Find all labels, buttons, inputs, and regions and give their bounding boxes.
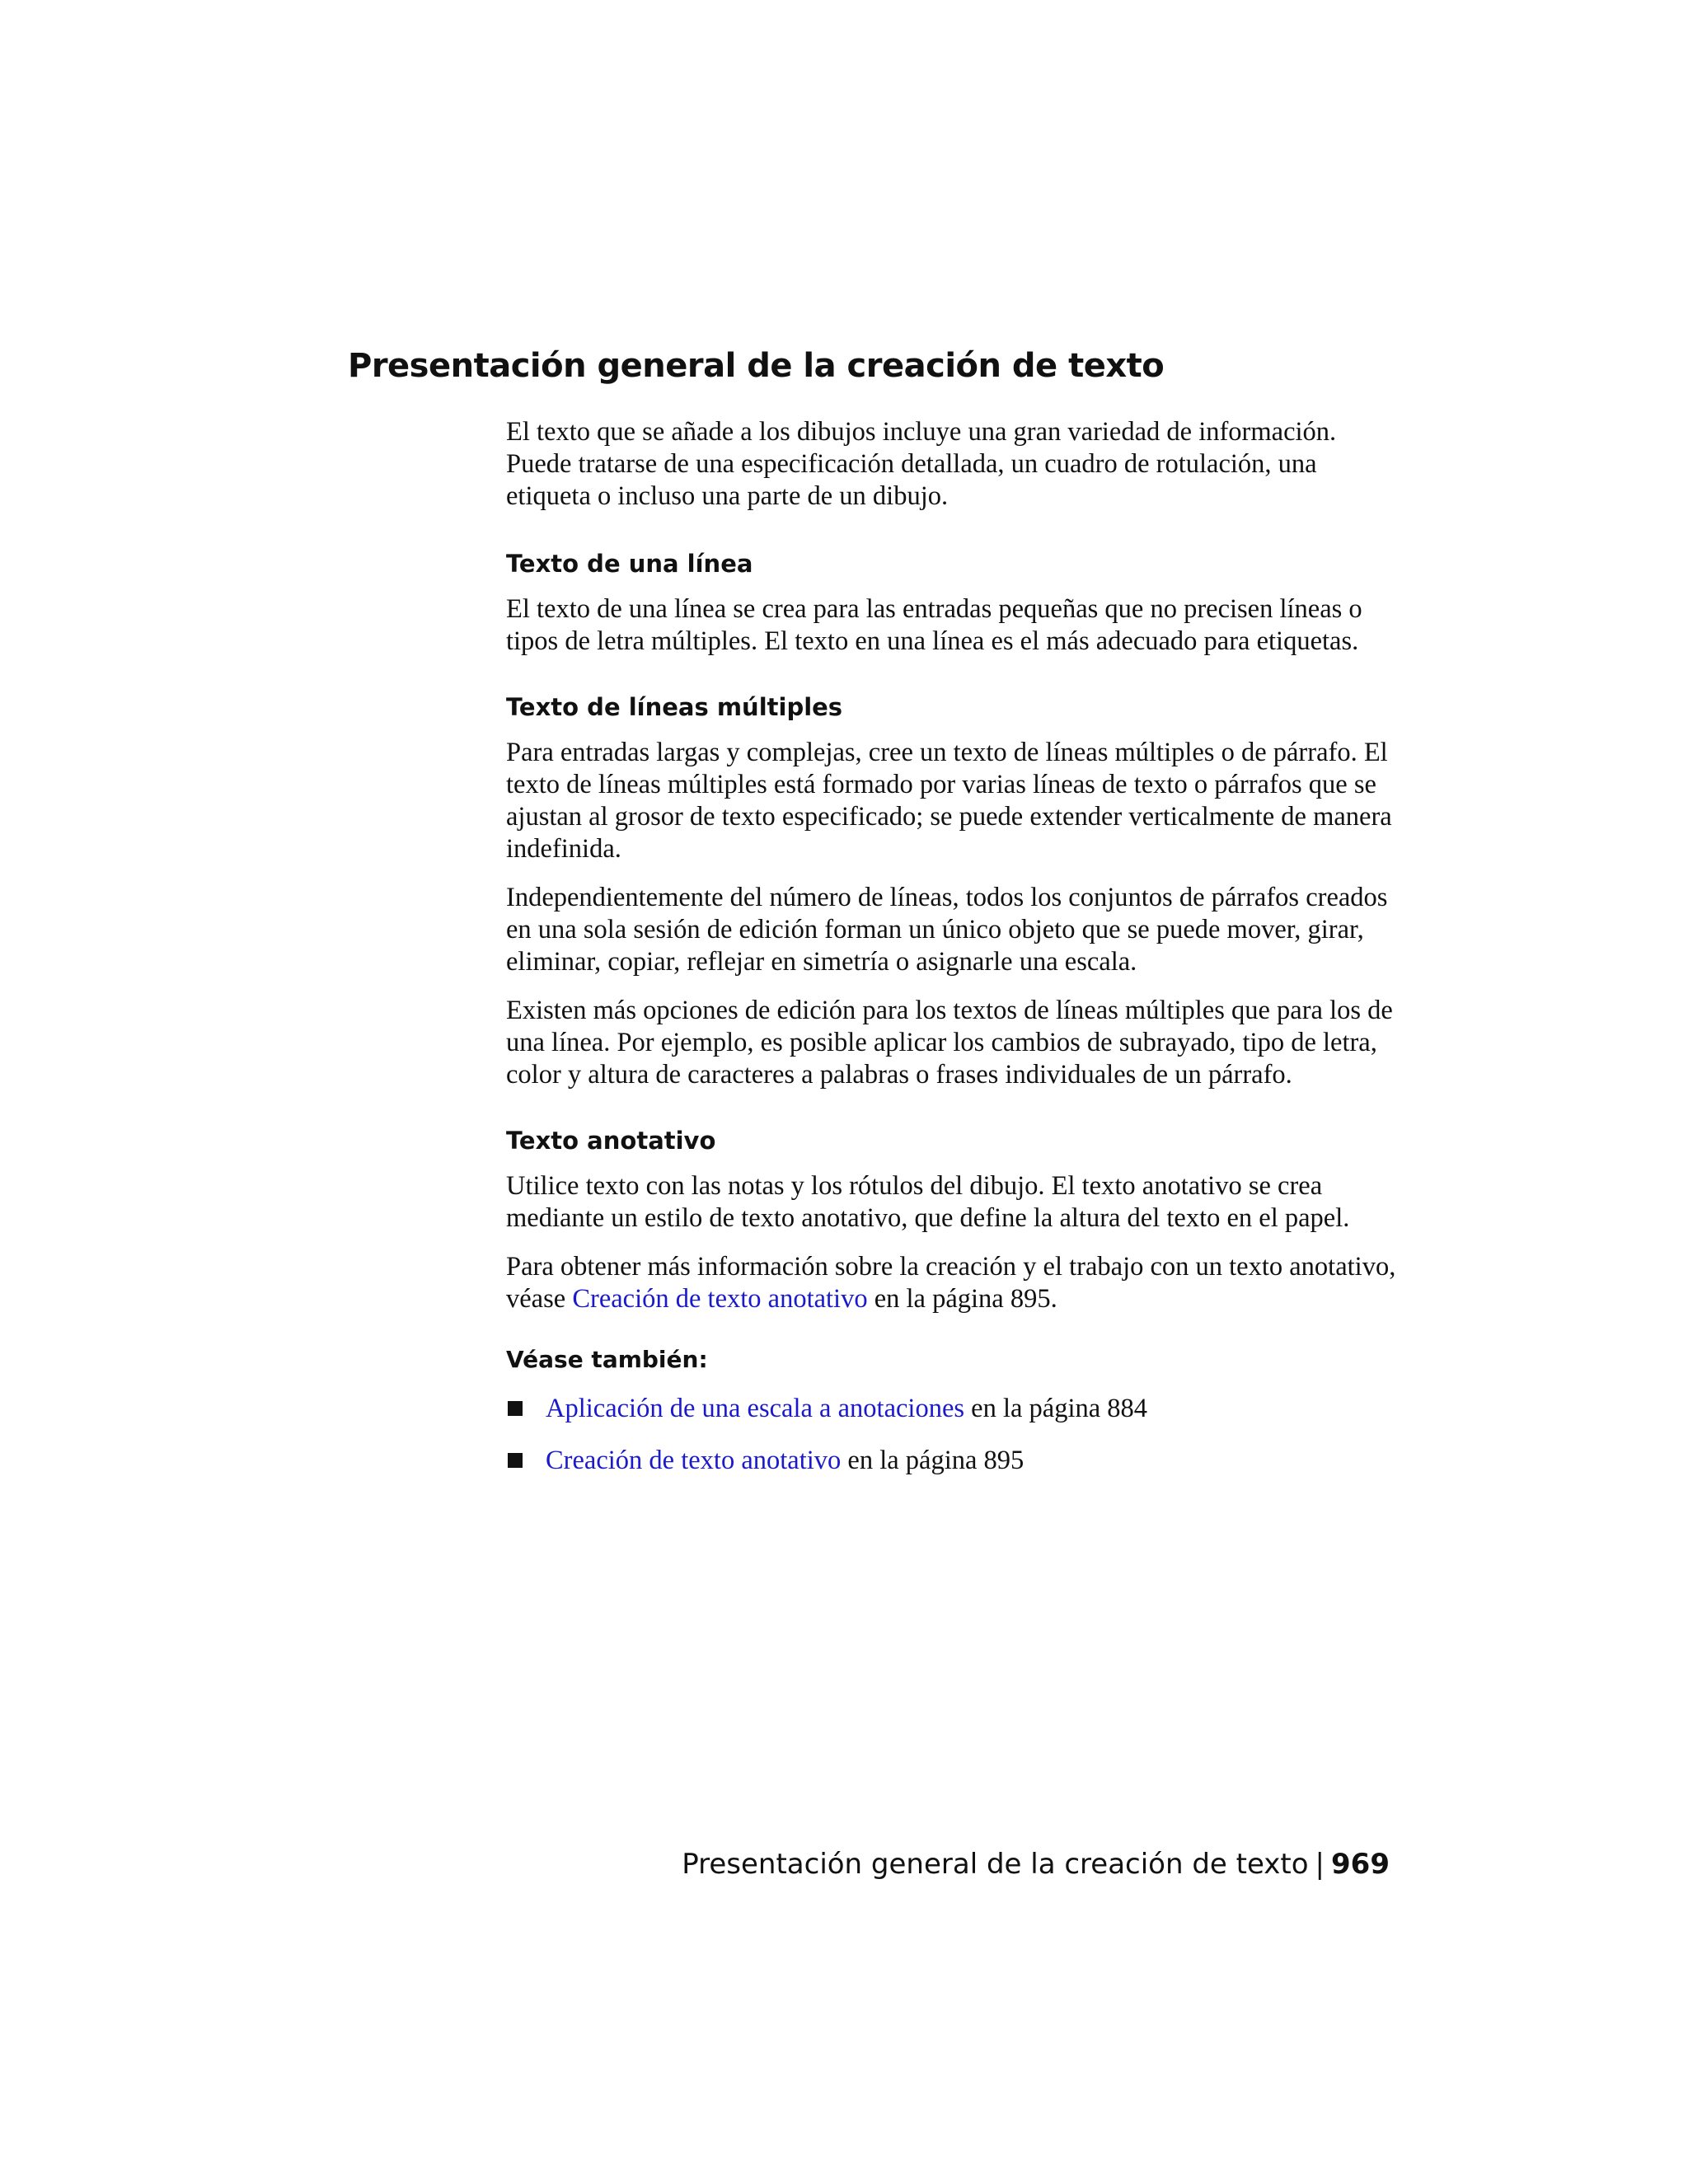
main-content — [506, 416, 1396, 1497]
list-item-suffix: en la página 895 — [841, 1446, 1025, 1475]
section-heading-multiline: Texto de líneas múltiples — [506, 693, 843, 721]
footer-separator: | — [1315, 1848, 1325, 1881]
list-item-suffix: en la página 884 — [964, 1394, 1148, 1423]
footer-title: Presentación general de la creación de texto — [682, 1848, 1309, 1881]
see-also-heading: Véase también: — [506, 1346, 708, 1373]
page-footer — [682, 1846, 1390, 1882]
intro-paragraph: El texto que se añade a los dibujos incluye una gran variedad de información. Puede tratarse de una especificación detallada, un cuadro de rotulación, una etiqueta o incluso una parte de un dibujo. — [506, 417, 1337, 511]
see-also-list — [506, 1393, 1396, 1477]
page-number: 969 — [1331, 1848, 1390, 1881]
link-creacion-texto-anotativo[interactable]: Creación de texto anotativo — [572, 1284, 868, 1314]
annotative-paragraph-2 — [506, 1251, 1396, 1315]
multiline-paragraph-1: Para entradas largas y complejas, cree un texto de líneas múltiples o de párrafo. El texto de líneas múltiples está formado por varias líneas de texto o párrafos que se ajustan al grosor de texto especificado; se puede extender verticalmente de manera indefinida. — [506, 738, 1392, 864]
annotative-paragraph-1: Utilice texto con las notas y los rótulos del dibujo. El texto anotativo se crea mediante un estilo de texto anotativo, que define la altura del texto en el papel. — [506, 1171, 1350, 1233]
page-title: Presentación general de la creación de texto — [348, 347, 1165, 385]
annotative-paragraph-2-pre: Para obtener más información sobre la creación y el trabajo con un texto anotativo, véase — [506, 1252, 1396, 1314]
annotative-paragraph-2-post: en la página 895. — [867, 1284, 1057, 1314]
link-creacion-texto-anotativo-2[interactable]: Creación de texto anotativo — [546, 1446, 842, 1475]
list-item — [506, 1445, 1396, 1477]
list-item — [506, 1393, 1396, 1425]
single-line-paragraph: El texto de una línea se crea para las entradas pequeñas que no precisen líneas o tipos de letra múltiples. El texto en una línea es el más adecuado para etiquetas. — [506, 594, 1362, 656]
section-heading-annotative: Texto anotativo — [506, 1127, 716, 1155]
multiline-paragraph-3: Existen más opciones de edición para los textos de líneas múltiples que para los de una línea. Por ejemplo, es posible aplicar los cambios de subrayado, tipo de letra, color y altura de caracteres a palabras o frases individuales de un párrafo. — [506, 996, 1393, 1090]
section-heading-single-line: Texto de una línea — [506, 550, 753, 578]
square-bullet-icon — [508, 1453, 523, 1468]
square-bullet-icon — [508, 1401, 523, 1416]
multiline-paragraph-2: Independientemente del número de líneas, todos los conjuntos de párrafos creados en una sola sesión de edición forman un único objeto que se puede mover, girar, eliminar, copiar, reflejar en simetría o asignarle una escala. — [506, 883, 1388, 977]
link-aplicacion-escala-anotaciones[interactable]: Aplicación de una escala a anotaciones — [546, 1394, 965, 1423]
